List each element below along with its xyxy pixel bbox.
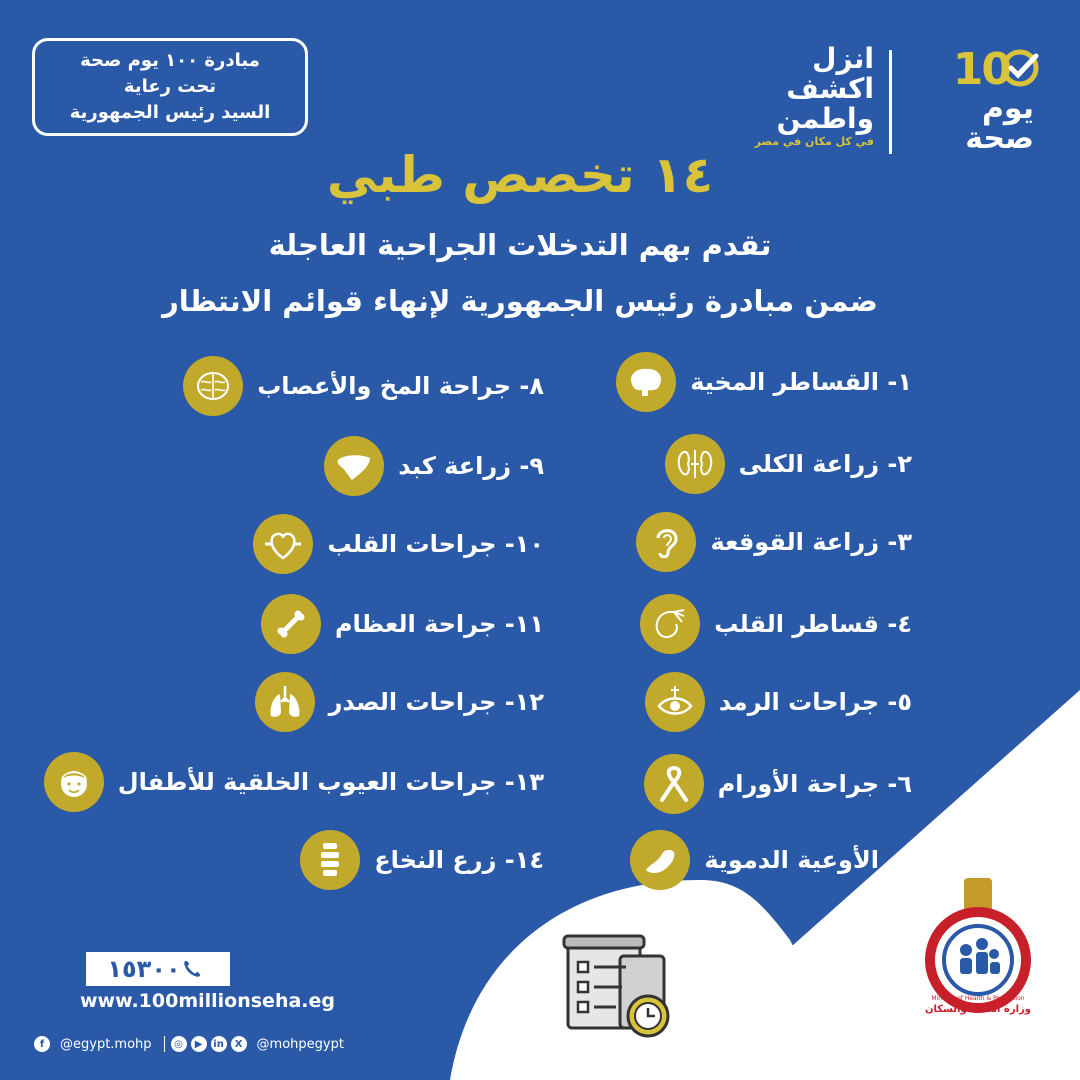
logo-number: 10 [952, 44, 1010, 95]
hotline-box [86, 952, 230, 986]
checklist-clock-icon [560, 932, 680, 1042]
slogan-line-3: واطمن [776, 102, 874, 135]
initiative-line-1: مبادرة ١٠٠ يوم صحة [80, 50, 260, 71]
ministry-logo [916, 876, 1040, 1016]
ministry-name-ar: وزارة الصحة والسكان [924, 1004, 1032, 1015]
specialty-label: ٢- زراعة الكلى [738, 450, 912, 478]
slogan-line-2: اكشف [786, 72, 874, 105]
specialty-label: ٣- زراعة القوقعة [710, 528, 912, 556]
website-link[interactable]: www.100millionseha.eg [80, 990, 335, 1012]
social-handle-left[interactable]: @egypt.mohp [60, 1036, 152, 1052]
slogan [755, 44, 874, 150]
page-title: ١٤ تخصص طبي [326, 146, 714, 204]
subtitle-line-2: ضمن مبادرة رئيس الجمهورية لإنهاء قوائم الانتظار [162, 284, 878, 318]
100-days-logo [928, 44, 1040, 156]
initiative-line-2: تحت رعاية [123, 76, 217, 97]
check-circle-icon [1000, 48, 1040, 88]
specialty-label: ٩- زراعة كبد [398, 452, 544, 480]
social-separator [164, 1036, 165, 1052]
facebook-icon[interactable]: f [34, 1036, 50, 1052]
specialty-label: ٥- جراحات الرمد [718, 688, 912, 716]
youtube-icon[interactable]: ▶ [191, 1036, 207, 1052]
ministry-name-en: Ministry of Health & Population [931, 995, 1025, 1002]
initiative-box [32, 38, 308, 136]
specialty-label: ٧- الأوعية الدموية [704, 846, 912, 874]
phone-icon [181, 958, 203, 980]
hotline-number: ١٥٣٠٠ [107, 955, 181, 983]
specialty-label: ١٤- زرع النخاع [374, 846, 544, 874]
social-handle-right[interactable]: @mohpegypt [256, 1036, 344, 1052]
subtitle-line-1: تقدم بهم التدخلات الجراحية العاجلة [268, 228, 772, 262]
specialty-label: ١٠- جراحات القلب [327, 530, 544, 558]
logo-word-1: يوم [981, 91, 1034, 126]
logo-word-2: صحة [965, 121, 1034, 156]
specialty-label: ٤- قساطر القلب [714, 610, 912, 638]
specialty-label: ١٣- جراحات العيوب الخلقية للأطفال [117, 768, 544, 796]
instagram-icon[interactable]: ◎ [171, 1036, 187, 1052]
specialty-label: ١٢- جراحات الصدر [328, 688, 544, 716]
linkedin-icon[interactable]: in [211, 1036, 227, 1052]
specialty-label: ٦- جراحة الأورام [717, 770, 912, 798]
initiative-line-3: السيد رئيس الجمهورية [69, 102, 271, 123]
specialty-label: ١- القساطر المخية [690, 368, 912, 396]
x-icon[interactable]: X [231, 1036, 247, 1052]
campaign-logo [740, 44, 1040, 156]
logo-divider [889, 50, 892, 154]
social-bar [34, 1034, 350, 1054]
slogan-small: في كل مكان في مصر [754, 135, 874, 148]
specialty-label: ٨- جراحة المخ والأعصاب [257, 372, 544, 400]
specialty-label: ١١- جراحة العظام [334, 610, 544, 638]
slogan-line-1: انزل [812, 42, 874, 75]
